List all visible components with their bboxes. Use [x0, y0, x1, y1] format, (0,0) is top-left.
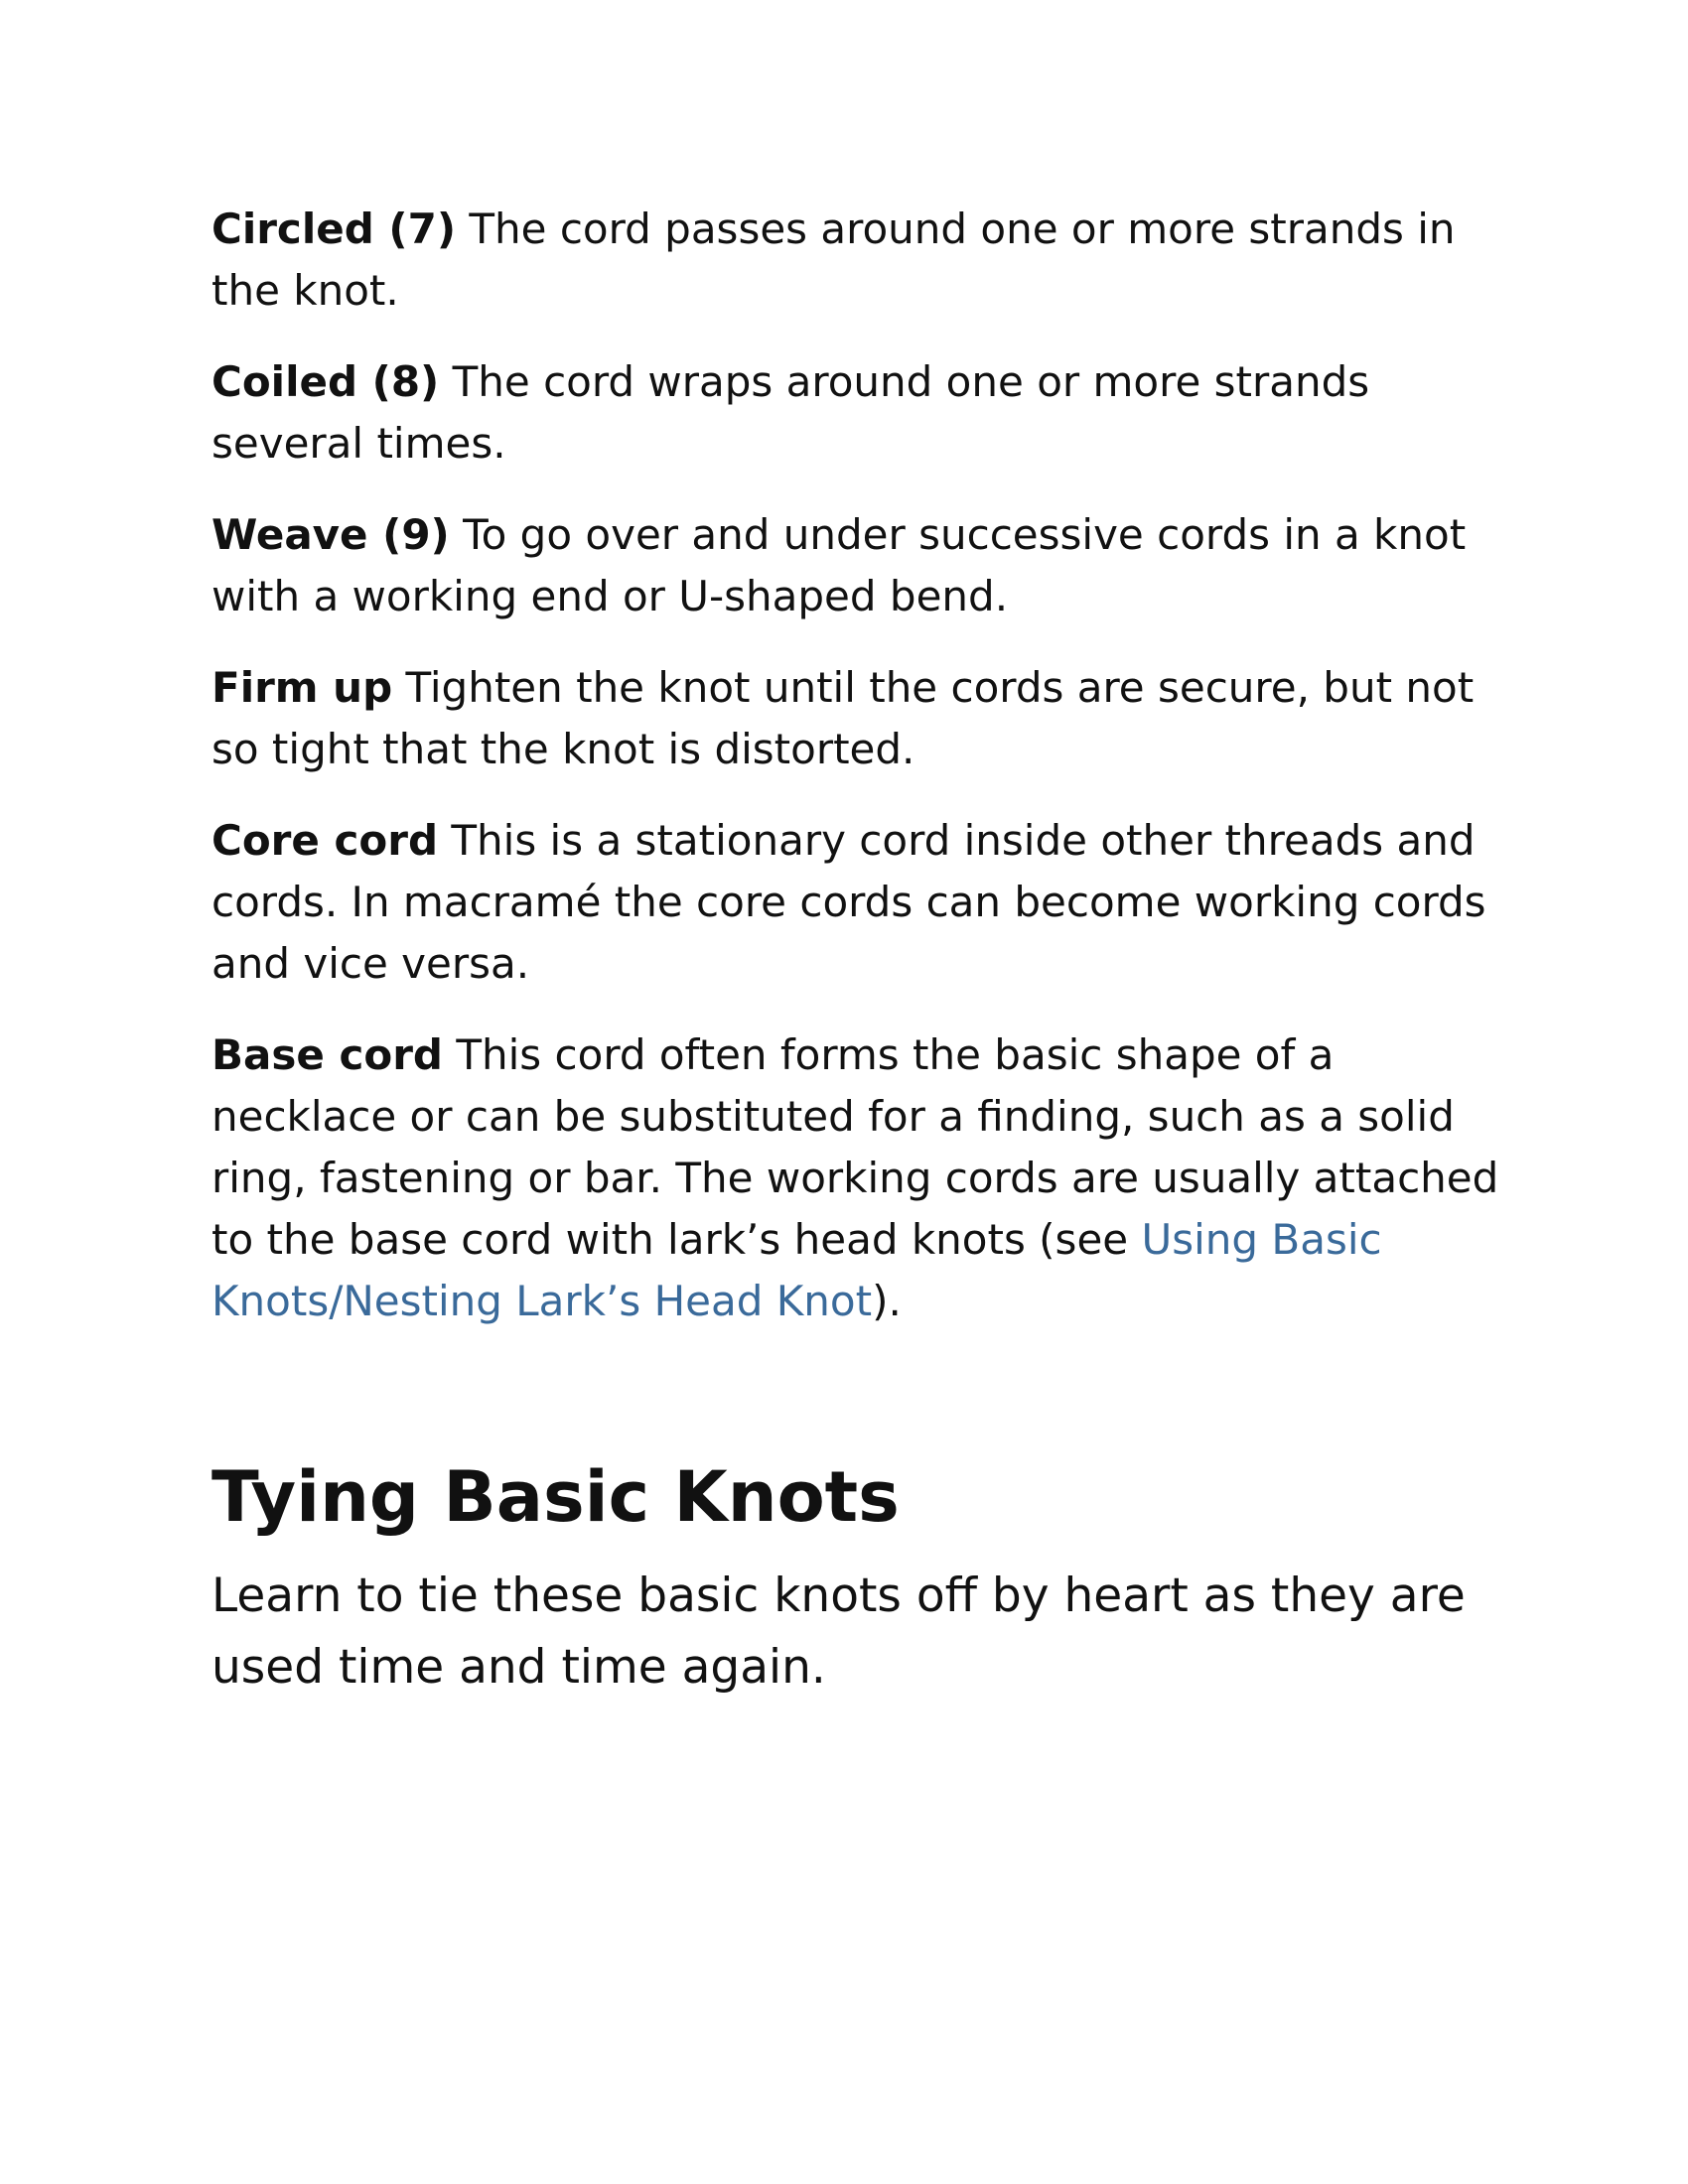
glossary-term: Firm up: [211, 663, 393, 712]
glossary-definition-end: ).: [872, 1277, 902, 1325]
glossary-term: Coiled (8): [211, 357, 440, 406]
glossary-definition: Tighten the knot until the cords are secure, but not so tight that the knot is distorted.: [211, 663, 1475, 773]
glossary-entry-coiled: [211, 351, 1502, 475]
glossary-entry-firm-up: [211, 657, 1502, 780]
glossary-definition: The cord wraps around one or more strands several times.: [211, 357, 1370, 468]
glossary-entry-circled: [211, 199, 1502, 322]
glossary-definition: The cord passes around one or more strands in the knot.: [211, 205, 1456, 315]
glossary-entry-base-cord: [211, 1024, 1502, 1332]
glossary-definition: To go over and under successive cords in a knot with a working end or U-shaped bend.: [211, 510, 1467, 620]
glossary-term: Circled (7): [211, 205, 457, 253]
section-intro: Learn to tie these basic knots off by heart as they are used time and time again.: [211, 1569, 1466, 1695]
glossary-term: Core cord: [211, 816, 439, 865]
glossary-entry-core-cord: [211, 810, 1502, 995]
page-content: [211, 199, 1502, 1704]
glossary-entry-weave: [211, 504, 1502, 627]
section-heading: Tying Basic Knots: [211, 1456, 900, 1538]
glossary-term: Base cord: [211, 1030, 443, 1079]
glossary-definition: This cord often forms the basic shape of a necklace or can be substituted for a finding, such as a solid ring, fastening or bar. The working cords are usually attached to the base cord with lark’s head knots (see: [211, 1030, 1499, 1264]
nesting-larks-head-knot-link[interactable]: Using Basic Knots/Nesting Lark’s Head Knot: [211, 1215, 1382, 1325]
glossary-term: Weave (9): [211, 510, 450, 559]
glossary-definition: This is a stationary cord inside other threads and cords. In macramé the core cords can become working cords and vice versa.: [211, 816, 1486, 988]
